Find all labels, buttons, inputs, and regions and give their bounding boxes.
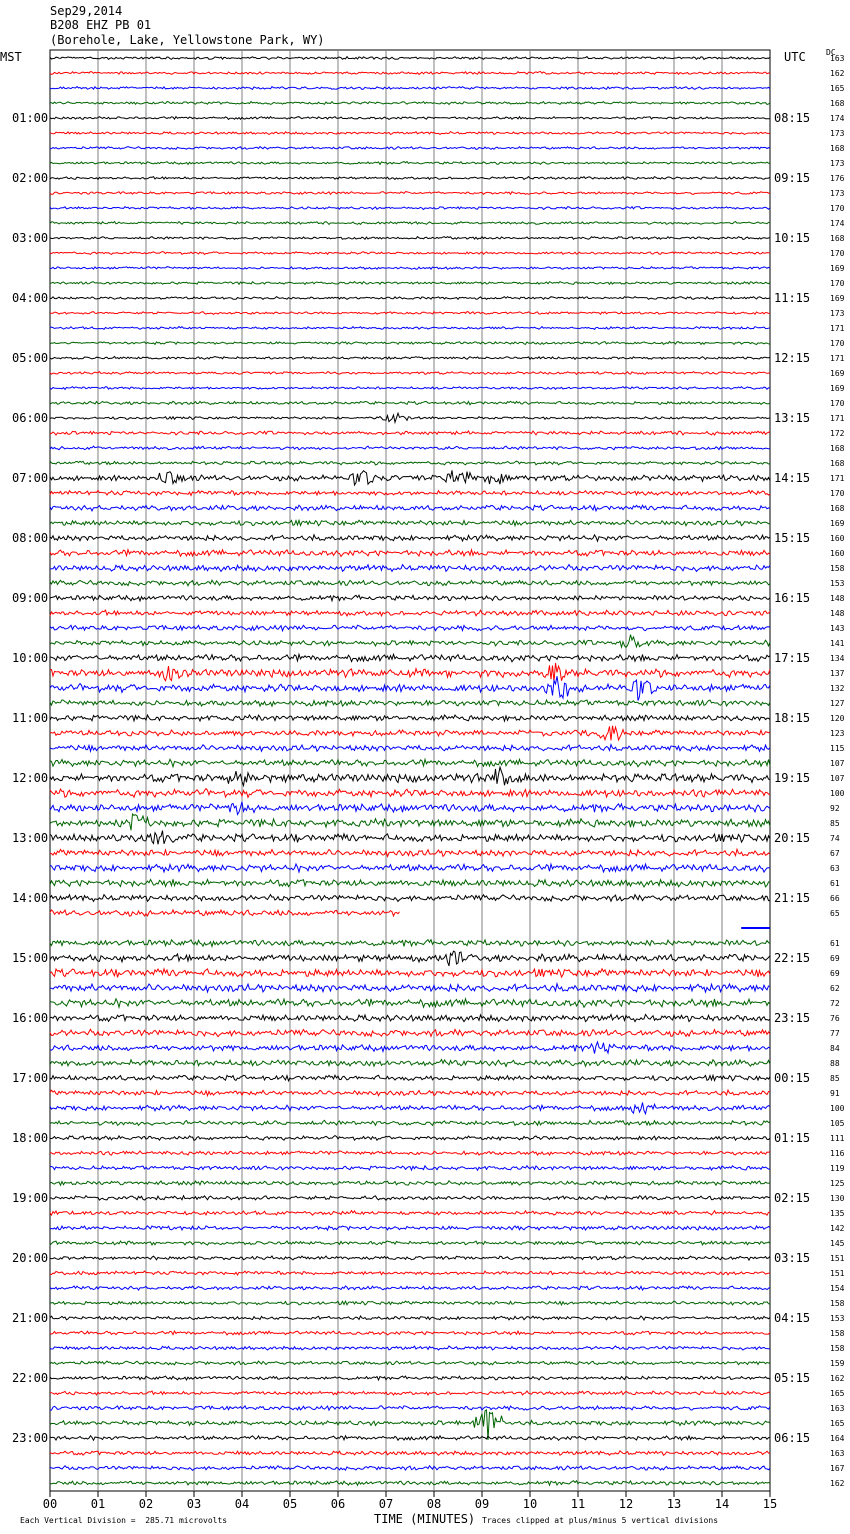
dc-value: 134	[830, 654, 845, 663]
dc-value: 145	[830, 1239, 845, 1248]
dc-value: 66	[830, 894, 840, 903]
dc-value: 174	[830, 114, 845, 123]
utc-hour-label: 11:15	[774, 291, 811, 305]
dc-value: 123	[830, 729, 845, 738]
mst-hour-label: 08:00	[12, 531, 49, 545]
seismic-trace	[50, 1196, 770, 1201]
dc-value: 169	[830, 264, 845, 273]
x-tick-label: 08	[426, 1497, 442, 1511]
utc-hour-label: 08:15	[774, 111, 811, 125]
dc-value: 160	[830, 534, 845, 543]
seismic-trace	[50, 401, 770, 405]
seismic-trace	[50, 1241, 770, 1245]
dc-value: 72	[830, 999, 840, 1008]
seismic-trace	[50, 1391, 770, 1395]
mst-hour-label: 18:00	[12, 1131, 49, 1145]
dc-value: 100	[830, 789, 845, 798]
seismic-trace	[50, 1181, 770, 1185]
dc-value: 69	[830, 969, 840, 978]
seismic-trace	[50, 1014, 770, 1021]
seismic-trace	[50, 625, 770, 631]
seismic-trace	[50, 102, 770, 105]
mst-hour-label: 12:00	[12, 771, 49, 785]
utc-hour-label: 16:15	[774, 591, 811, 605]
x-tick-label: 14	[714, 1497, 730, 1511]
dc-value: 173	[830, 189, 845, 198]
utc-hour-label: 04:15	[774, 1311, 811, 1325]
mst-hour-label: 14:00	[12, 891, 49, 905]
dc-value: 170	[830, 249, 845, 258]
seismic-trace	[50, 814, 770, 830]
seismic-trace	[50, 1060, 770, 1067]
dc-value: 154	[830, 1284, 845, 1293]
dc-value: 164	[830, 1434, 845, 1443]
seismic-trace	[50, 1120, 770, 1125]
seismic-trace	[50, 984, 770, 992]
seismic-trace	[50, 1136, 770, 1141]
x-tick-label: 01	[90, 1497, 106, 1511]
dc-value: 173	[830, 129, 845, 138]
seismic-trace	[50, 595, 770, 601]
seismic-trace	[50, 505, 770, 511]
seismic-trace	[50, 1410, 770, 1440]
dc-value: 84	[830, 1044, 840, 1053]
seismic-trace	[50, 177, 770, 180]
mst-axis-label: MST	[0, 50, 22, 64]
dc-value: 153	[830, 579, 845, 588]
dc-value: 163	[830, 54, 845, 63]
plot-date: Sep29,2014	[50, 4, 123, 18]
seismic-trace	[50, 864, 770, 872]
dc-value: 159	[830, 1359, 845, 1368]
dc-value: 172	[830, 429, 845, 438]
dc-value: 143	[830, 624, 845, 633]
seismic-trace	[50, 535, 770, 541]
seismic-trace	[50, 910, 400, 916]
dc-value: 119	[830, 1164, 845, 1173]
seismic-trace	[50, 413, 770, 422]
mst-hour-label: 05:00	[12, 351, 49, 365]
clip-note: Traces clipped at plus/minus 5 vertical divisions	[482, 1516, 719, 1525]
seismic-trace	[50, 676, 770, 700]
x-tick-label: 10	[522, 1497, 538, 1511]
mst-hour-label: 13:00	[12, 831, 49, 845]
scale-note: Each Vertical Division = 285.71 microvolts	[20, 1516, 228, 1525]
seismic-trace	[50, 1436, 770, 1441]
dc-value: 132	[830, 684, 845, 693]
dc-value: 158	[830, 564, 845, 573]
seismic-trace	[50, 117, 770, 120]
seismic-trace	[50, 700, 770, 706]
dc-value: 165	[830, 84, 845, 93]
mst-hour-label: 10:00	[12, 651, 49, 665]
dc-value: 169	[830, 384, 845, 393]
mst-hour-label: 09:00	[12, 591, 49, 605]
dc-value: 76	[830, 1014, 840, 1023]
x-tick-label: 03	[186, 1497, 202, 1511]
dc-value: 77	[830, 1029, 840, 1038]
seismic-trace	[50, 372, 770, 375]
dc-value: 165	[830, 1419, 845, 1428]
dc-value: 100	[830, 1104, 845, 1113]
utc-hour-label: 09:15	[774, 171, 811, 185]
dc-value: 169	[830, 519, 845, 528]
seismic-trace	[50, 1346, 770, 1350]
x-tick-label: 11	[570, 1497, 586, 1511]
utc-hour-label: 12:15	[774, 351, 811, 365]
dc-value: 176	[830, 174, 845, 183]
seismic-trace	[50, 951, 770, 966]
seismic-trace	[50, 1226, 770, 1230]
dc-value: 116	[830, 1149, 845, 1158]
dc-value: 171	[830, 324, 845, 333]
dc-value: 162	[830, 69, 845, 78]
x-tick-label: 07	[378, 1497, 394, 1511]
utc-hour-label: 23:15	[774, 1011, 811, 1025]
plot-frame	[50, 50, 770, 1491]
seismic-trace	[50, 252, 770, 255]
dc-value: 168	[830, 144, 845, 153]
seismic-trace	[50, 520, 770, 526]
dc-value: 170	[830, 489, 845, 498]
seismic-trace	[50, 1271, 770, 1275]
seismic-trace	[50, 1361, 770, 1365]
x-tick-label: 06	[330, 1497, 346, 1511]
utc-hour-label: 01:15	[774, 1131, 811, 1145]
seismic-trace	[50, 715, 770, 721]
seismic-trace	[50, 745, 770, 752]
dc-value: 137	[830, 669, 845, 678]
utc-hour-label: 05:15	[774, 1371, 811, 1385]
seismic-trace	[50, 726, 770, 741]
dc-value: 168	[830, 234, 845, 243]
seismic-trace	[50, 461, 770, 465]
seismic-trace	[50, 357, 770, 360]
seismic-trace	[50, 431, 770, 435]
dc-value: 63	[830, 864, 840, 873]
mst-hour-label: 04:00	[12, 291, 49, 305]
dc-value: 62	[830, 984, 840, 993]
seismic-trace	[50, 1376, 770, 1380]
dc-value: 151	[830, 1254, 845, 1263]
dc-value: 125	[830, 1179, 845, 1188]
station-location: (Borehole, Lake, Yellowstone Park, WY)	[50, 33, 325, 47]
seismic-trace	[50, 635, 770, 648]
seismic-trace	[50, 759, 770, 767]
utc-hour-label: 06:15	[774, 1431, 811, 1445]
dc-value: 173	[830, 159, 845, 168]
dc-value: 174	[830, 219, 845, 228]
seismic-trace	[50, 802, 770, 815]
utc-hour-label: 03:15	[774, 1251, 811, 1265]
utc-hour-label: 21:15	[774, 891, 811, 905]
mst-hour-label: 23:00	[12, 1431, 49, 1445]
x-tick-label: 04	[234, 1497, 250, 1511]
seismic-trace	[50, 879, 770, 887]
dc-value: 168	[830, 504, 845, 513]
seismic-trace	[50, 1029, 770, 1036]
utc-hour-label: 20:15	[774, 831, 811, 845]
station-code: B208 EHZ PB 01	[50, 18, 152, 32]
seismic-trace	[50, 490, 770, 495]
seismic-trace	[50, 1103, 770, 1114]
seismic-trace	[50, 57, 770, 60]
seismic-trace	[50, 1331, 770, 1335]
x-tick-label: 13	[666, 1497, 682, 1511]
dc-value: 165	[830, 1389, 845, 1398]
seismic-trace	[50, 654, 770, 661]
dc-column-label: DC	[826, 48, 836, 57]
dc-value: 168	[830, 459, 845, 468]
utc-hour-label: 19:15	[774, 771, 811, 785]
seismic-trace	[50, 767, 770, 786]
dc-value: 142	[830, 1224, 845, 1233]
x-tick-label: 05	[282, 1497, 298, 1511]
seismic-trace	[50, 940, 770, 947]
mst-hour-label: 22:00	[12, 1371, 49, 1385]
utc-hour-label: 10:15	[774, 231, 811, 245]
seismic-trace	[50, 895, 770, 902]
seismic-trace	[50, 1286, 770, 1290]
seismic-trace	[50, 1042, 770, 1054]
dc-value: 141	[830, 639, 845, 648]
seismic-trace	[50, 1316, 770, 1320]
mst-hour-label: 19:00	[12, 1191, 49, 1205]
utc-axis-label: UTC	[784, 50, 806, 64]
dc-value: 85	[830, 819, 840, 828]
seismic-trace	[50, 849, 770, 856]
dc-value: 67	[830, 849, 840, 858]
dc-value: 158	[830, 1329, 845, 1338]
utc-hour-label: 13:15	[774, 411, 811, 425]
dc-value: 88	[830, 1059, 840, 1068]
dc-value: 107	[830, 774, 845, 783]
seismic-trace	[50, 1256, 770, 1260]
x-tick-label: 00	[42, 1497, 58, 1511]
utc-hour-label: 17:15	[774, 651, 811, 665]
seismic-trace	[50, 192, 770, 195]
x-tick-label: 09	[474, 1497, 490, 1511]
seismic-trace	[50, 550, 770, 557]
dc-value: 120	[830, 714, 845, 723]
dc-value: 105	[830, 1119, 845, 1128]
seismic-trace	[50, 132, 770, 135]
dc-value: 170	[830, 399, 845, 408]
seismic-trace	[50, 237, 770, 240]
dc-value: 153	[830, 1314, 845, 1323]
dc-value: 162	[830, 1479, 845, 1488]
dc-value: 168	[830, 444, 845, 453]
dc-value: 169	[830, 369, 845, 378]
seismic-trace	[50, 969, 770, 978]
dc-value: 160	[830, 549, 845, 558]
dc-value: 163	[830, 1449, 845, 1458]
utc-hour-label: 00:15	[774, 1071, 811, 1085]
dc-value: 107	[830, 759, 845, 768]
seismic-trace	[50, 1075, 770, 1081]
seismic-trace	[50, 327, 770, 330]
utc-hour-label: 18:15	[774, 711, 811, 725]
seismic-trace	[50, 1301, 770, 1305]
dc-value: 148	[830, 594, 845, 603]
seismic-trace	[50, 207, 770, 210]
seismic-trace	[50, 1466, 770, 1471]
dc-value: 170	[830, 279, 845, 288]
time-axis-title: TIME (MINUTES)	[374, 1512, 476, 1526]
mst-hour-label: 06:00	[12, 411, 49, 425]
seismic-trace	[50, 831, 770, 845]
seismic-trace	[50, 1151, 770, 1155]
seismic-trace	[50, 312, 770, 315]
seismic-trace	[50, 1481, 770, 1486]
dc-value: 130	[830, 1194, 845, 1203]
dc-value: 158	[830, 1344, 845, 1353]
dc-value: 168	[830, 99, 845, 108]
mst-hour-label: 07:00	[12, 471, 49, 485]
x-tick-label: 02	[138, 1497, 154, 1511]
dc-value: 91	[830, 1089, 840, 1098]
utc-hour-label: 02:15	[774, 1191, 811, 1205]
mst-hour-label: 01:00	[12, 111, 49, 125]
dc-value: 171	[830, 414, 845, 423]
seismic-trace	[50, 1166, 770, 1171]
dc-value: 111	[830, 1134, 845, 1143]
dc-value: 115	[830, 744, 845, 753]
dc-value: 135	[830, 1209, 845, 1218]
dc-value: 148	[830, 609, 845, 618]
dc-value: 167	[830, 1464, 845, 1473]
dc-value: 69	[830, 954, 840, 963]
seismic-trace	[50, 72, 770, 75]
dc-value: 158	[830, 1299, 845, 1308]
mst-hour-label: 02:00	[12, 171, 49, 185]
dc-value: 173	[830, 309, 845, 318]
mst-hour-label: 16:00	[12, 1011, 49, 1025]
seismic-trace	[50, 387, 770, 390]
seismic-trace	[50, 1090, 770, 1096]
x-tick-label: 15	[762, 1497, 778, 1511]
seismic-trace	[50, 999, 770, 1008]
dc-value: 170	[830, 204, 845, 213]
seismic-trace	[50, 267, 770, 270]
seismic-trace	[50, 663, 770, 682]
mst-hour-label: 03:00	[12, 231, 49, 245]
dc-value: 171	[830, 354, 845, 363]
utc-hour-label: 22:15	[774, 951, 811, 965]
dc-value: 171	[830, 474, 845, 483]
dc-value: 151	[830, 1269, 845, 1278]
seismic-trace	[50, 282, 770, 285]
x-tick-label: 12	[618, 1497, 634, 1511]
seismic-trace	[50, 342, 770, 345]
seismic-trace	[50, 1211, 770, 1216]
dc-value: 92	[830, 804, 840, 813]
mst-hour-label: 20:00	[12, 1251, 49, 1265]
dc-value: 74	[830, 834, 840, 843]
seismic-trace	[50, 789, 770, 798]
mst-hour-label: 21:00	[12, 1311, 49, 1325]
seismic-trace	[50, 610, 770, 616]
seismic-trace	[50, 297, 770, 300]
utc-hour-label: 14:15	[774, 471, 811, 485]
seismic-trace	[50, 222, 770, 225]
dc-value: 170	[830, 339, 845, 348]
seismic-trace	[50, 470, 770, 485]
seismic-trace	[50, 580, 770, 586]
mst-hour-label: 11:00	[12, 711, 49, 725]
dc-value: 162	[830, 1374, 845, 1383]
utc-hour-label: 15:15	[774, 531, 811, 545]
dc-value: 85	[830, 1074, 840, 1083]
seismic-trace	[50, 1406, 770, 1410]
seismic-trace	[50, 147, 770, 150]
dc-value: 61	[830, 939, 840, 948]
seismic-trace	[50, 1451, 770, 1455]
dc-value: 169	[830, 294, 845, 303]
dc-value: 61	[830, 879, 840, 888]
seismic-trace	[50, 446, 770, 450]
dc-value: 163	[830, 1404, 845, 1413]
mst-hour-label: 15:00	[12, 951, 49, 965]
seismic-trace	[50, 565, 770, 572]
seismic-trace	[50, 87, 770, 90]
mst-hour-label: 17:00	[12, 1071, 49, 1085]
dc-value: 65	[830, 909, 840, 918]
dc-value: 127	[830, 699, 845, 708]
seismic-trace	[50, 162, 770, 165]
